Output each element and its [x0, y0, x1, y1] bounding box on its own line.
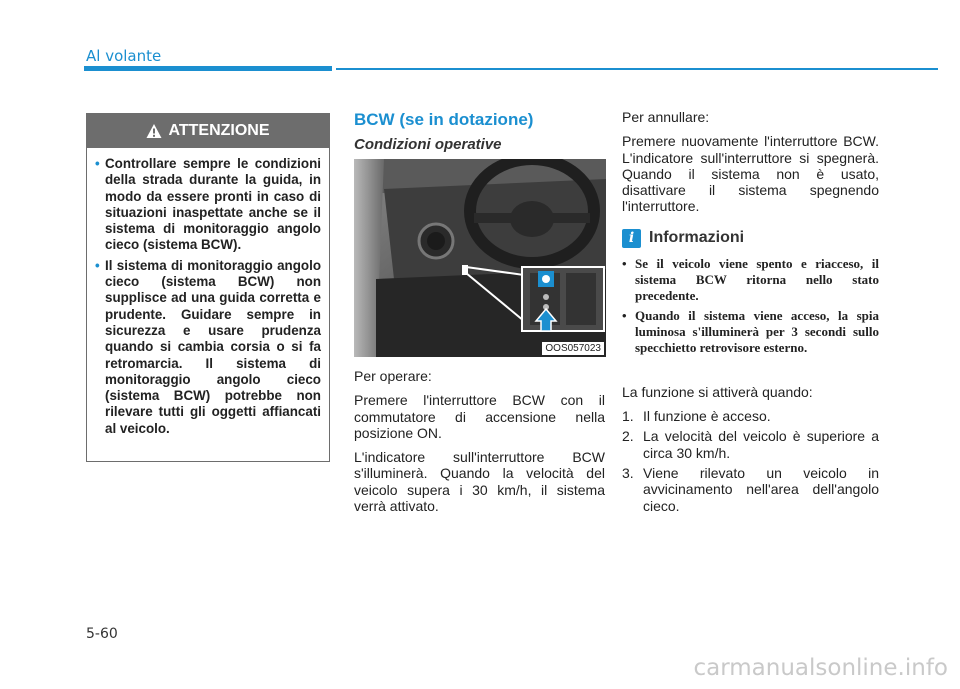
warning-item: • Il sistema di monitoraggio angolo cieco (sistema BCW) non supplisce ad una guida corretta e prudente. Guidare sempre in sicurezza e usare prudenza quando si cambia corsia o si fa retromarcia. Il sistema di monitoraggio angolo cieco (sistema BCW) potrebbe non rilevare tutti gli oggetti affiancati al veicolo. [95, 258, 321, 437]
page-number: 5-60 [86, 626, 118, 642]
info-title: Informazioni [649, 229, 745, 247]
dashboard-photo [354, 159, 606, 357]
warning-box [86, 113, 330, 462]
header-rule [336, 68, 938, 70]
warning-title: ATTENZIONE [168, 122, 270, 139]
info-header [622, 229, 879, 248]
header-accent-bar [84, 66, 332, 71]
list-item: 2. La velocità del veicolo è superiore a circa 30 km/h. [622, 428, 879, 461]
paragraph: Per annullare: [622, 109, 710, 125]
warning-item: • Controllare sempre le condizioni della strada durante la guida, in modo da essere pronti in caso di situazioni inaspettate anche se il sistema di monitoraggio angolo cieco (sistema BCW). [95, 156, 321, 254]
paragraph: Premere nuovamente l'interruttore BCW. L'indicatore sull'interruttore si spegnerà. Quando il sistema non è usato, disattivare il sistema spegnendo l'interruttore. [622, 133, 879, 215]
operating-conditions-heading: Condizioni operative [354, 136, 502, 153]
paragraph: L'indicatore sull'interruttore BCW s'illuminerà. Quando la velocità del veicolo supera i 30 km/h, il sistema verrà attivato. [354, 449, 605, 515]
info-item: • Se il veicolo viene spento e riacceso, il sistema BCW ritorna nello stato precedente. [622, 256, 879, 304]
list-item: 1. Il funzione è acceso. [622, 408, 771, 425]
info-list [622, 256, 879, 356]
warning-header [87, 114, 329, 148]
section-title: Al volante [86, 47, 162, 65]
watermark: carmanualsonline.info [693, 655, 948, 681]
dashboard-illustration [354, 159, 606, 357]
paragraph: Per operare: [354, 368, 432, 384]
bcw-heading: BCW (se in dotazione) [354, 110, 534, 129]
image-code: OOS057023 [542, 342, 604, 355]
operating-text [354, 368, 605, 522]
warning-list [87, 148, 329, 437]
right-column [622, 109, 879, 518]
list-item: 3. Viene rilevato un veicolo in avvicinamento nell'area dell'angolo cieco. [622, 464, 879, 514]
info-icon: i [622, 229, 641, 248]
info-item: • Quando il sistema viene acceso, la spia luminosa s'illuminerà per 3 secondi sullo specchietto retrovisore esterno. [622, 308, 879, 356]
paragraph: Premere l'interruttore BCW con il commutatore di accensione nella posizione ON. [354, 392, 605, 441]
activation-list [622, 408, 879, 514]
warning-icon [146, 123, 162, 139]
activation-intro: La funzione si attiverà quando: [622, 383, 813, 400]
